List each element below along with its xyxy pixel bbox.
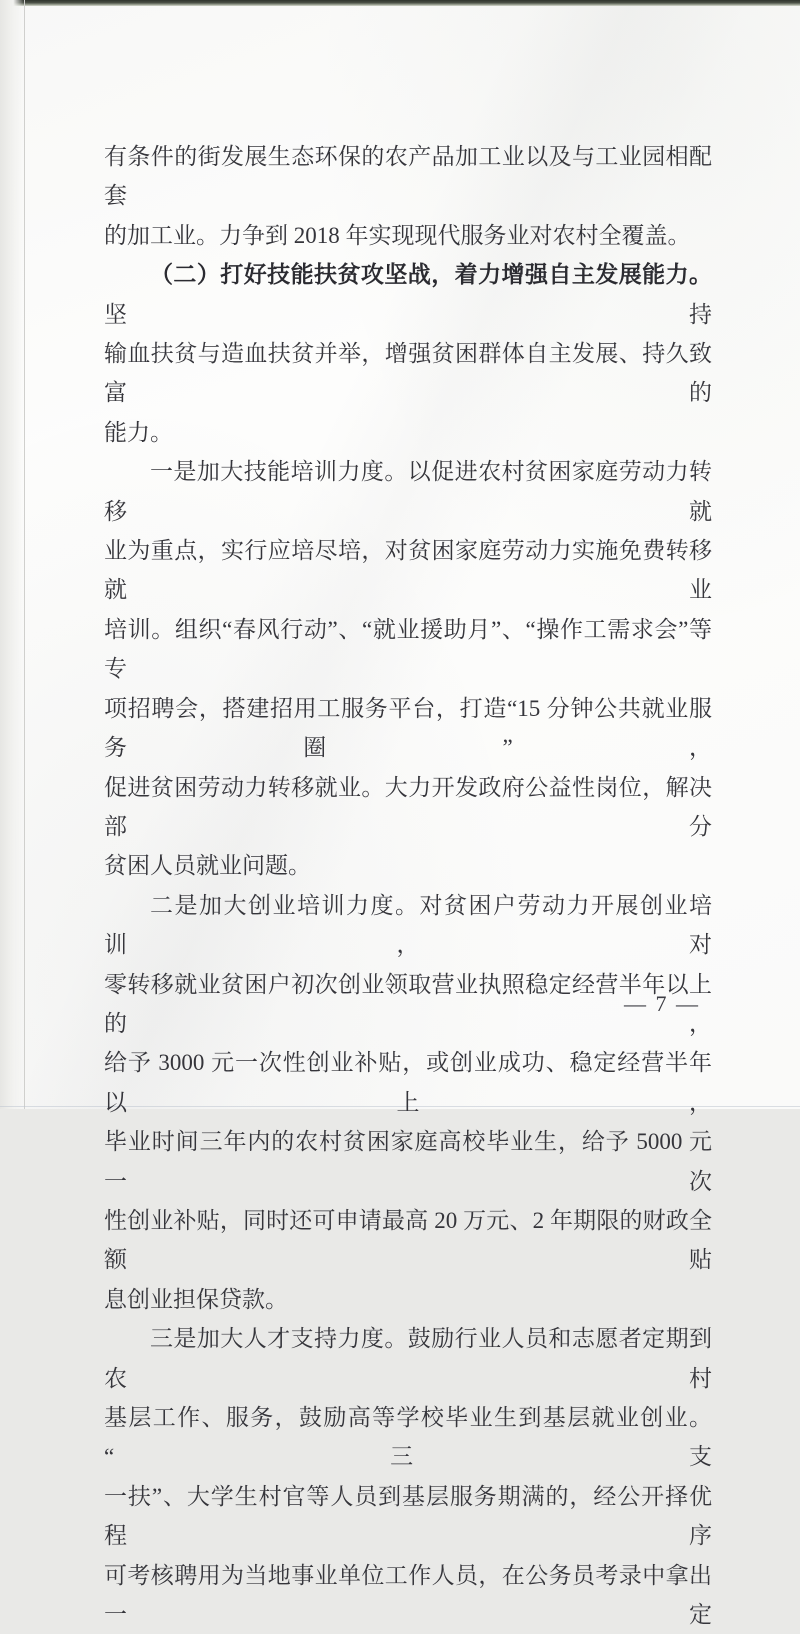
text-line: 二是加大创业培训力度。对贫困户劳动力开展创业培训，对 (104, 892, 712, 958)
section-heading-line (104, 255, 712, 334)
section-heading: （二）打好技能扶贫攻坚战，着力增强自主发展能力。 (150, 262, 712, 288)
scanner-edge-top (0, 0, 800, 6)
text-line: 项招聘会，搭建招用工服务平台，打造“15 分钟公共就业服务圈”， (104, 695, 712, 761)
page-number: — 7 — (624, 991, 700, 1016)
text-line: 贫困人员就业问题。 (104, 853, 311, 879)
document-body (104, 137, 712, 1634)
text-line: 息创业担保贷款。 (104, 1286, 288, 1312)
text-line: 促进贫困劳动力转移就业。大力开发政府公益性岗位，解决部分 (104, 774, 712, 839)
text-line: 一是加大技能培训力度。以促进农村贫困家庭劳动力转移就 (104, 459, 712, 524)
text-line: 可考核聘用为当地事业单位工作人员，在公务员考录中拿出一定 (104, 1562, 712, 1628)
text-line: 毕业时间三年内的农村贫困家庭高校毕业生，给予 5000 元一次 (104, 1129, 712, 1194)
text-line: 的加工业。力争到 2018 年实现现代服务业对农村全覆盖。 (104, 222, 691, 248)
paper-left-crease (0, 0, 25, 1109)
text-line: 一扶”、大学生村官等人员到基层服务期满的，经公开择优程序 (104, 1483, 712, 1549)
text-line: 零转移就业贫困户初次创业领取营业执照稳定经营半年以上的， (104, 971, 712, 1036)
text-line: 基层工作、服务，鼓励高等学校毕业生到基层就业创业。“三支 (104, 1405, 712, 1470)
text-line: 三是加大人才支持力度。鼓励行业人员和志愿者定期到农村 (104, 1326, 712, 1391)
text-line: 业为重点，实行应培尽培，对贫困家庭劳动力实施免费转移就业 (104, 538, 712, 603)
text-line: 有条件的街发展生态环保的农产品加工业以及与工业园相配套 (104, 144, 712, 209)
section-heading-continuation: 坚持 (104, 301, 712, 327)
text-line: 输血扶贫与造血扶贫并举，增强贫困群体自主发展、持久致富的 (104, 341, 712, 406)
text-line: 培训。组织“春风行动”、“就业援助月”、“操作工需求会”等专 (104, 616, 712, 682)
text-line: 给予 3000 元一次性创业补贴，或创业成功、稳定经营半年以上， (104, 1050, 712, 1115)
text-line: 性创业补贴，同时还可申请最高 20 万元、2 年期限的财政全额贴 (104, 1207, 712, 1273)
text-line: 能力。 (104, 419, 173, 445)
